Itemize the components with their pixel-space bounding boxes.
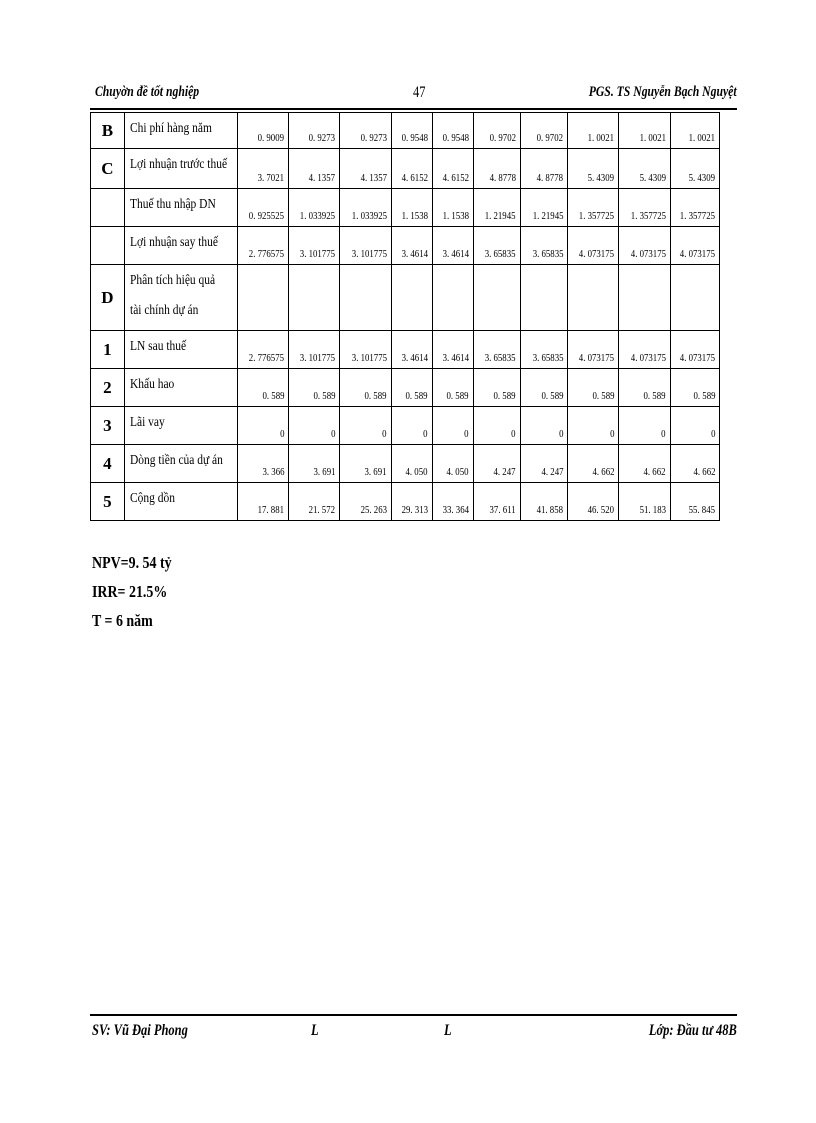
value-cell [432,483,473,521]
value-cell [289,407,340,445]
value-text: 4. 073175 [630,352,666,364]
row-description [124,113,237,149]
page-number: 47 [413,84,426,101]
row-label: C [91,149,125,189]
value-text: 0. 589 [364,390,387,402]
value-text: 4. 247 [541,466,564,478]
row-description-line: Thuế thu nhập DN [129,196,216,211]
value-text: 3. 7021 [257,172,285,184]
value-text: 4. 662 [643,466,666,478]
value-cell [473,369,520,407]
value-cell [520,149,567,189]
row-label: D [91,265,125,331]
value-text: 0. 589 [541,390,564,402]
row-description [124,149,237,189]
value-text: 0. 9548 [442,132,469,144]
value-cell [619,149,670,189]
value-text: 3. 691 [364,466,387,478]
row-label: 5 [91,483,125,521]
row-description-line: tài chính dự án [129,302,199,317]
value-text: 5. 4309 [688,172,715,184]
value-text: 4. 073175 [679,352,715,364]
page-header [95,84,737,108]
value-cell [568,113,619,149]
table-row [91,227,720,265]
row-label [91,227,125,265]
value-cell [340,189,391,227]
table-row [91,265,720,331]
row-label: 2 [91,369,125,407]
header-divider [90,108,737,110]
value-cell [619,227,670,265]
irr-result: IRR= 21.5% [92,582,168,601]
value-text: 2. 776575 [248,248,285,260]
value-text: 29. 313 [401,504,428,516]
row-description-line: Phân tích hiệu quả [129,272,215,287]
value-cell [391,331,432,369]
footer-mark-2: L [444,1022,452,1039]
table-row [91,483,720,521]
row-label: 1 [91,331,125,369]
results-block [92,548,189,635]
value-cell [520,369,567,407]
value-text: 2. 776575 [248,352,285,364]
row-label: B [91,113,125,149]
value-cell [520,113,567,149]
value-cell [619,483,670,521]
value-text: 1. 357725 [630,210,666,222]
value-cell [568,149,619,189]
value-cell [289,113,340,149]
value-cell [432,149,473,189]
value-cell [520,407,567,445]
value-text: 0. 9009 [257,132,285,144]
value-text: 3. 65835 [485,352,516,364]
npv-result: NPV=9. 54 tỷ [92,553,172,572]
value-cell [391,265,432,331]
value-text: 4. 247 [493,466,516,478]
value-text: 0. 589 [592,390,615,402]
row-description-line: Dòng tiền của dự án [129,452,223,467]
table-row [91,149,720,189]
value-text: 4. 050 [446,466,469,478]
value-cell [391,113,432,149]
value-text: 4. 073175 [579,352,615,364]
value-text: 41. 858 [536,504,564,516]
value-text: 0 [661,428,666,440]
value-text: 0 [511,428,516,440]
value-cell [619,331,670,369]
value-text: 0. 925525 [248,210,285,222]
value-cell [340,369,391,407]
row-description-line: Lợi nhuận say thuế [129,234,218,249]
value-text: 4. 073175 [679,248,715,260]
value-text: 1. 1538 [401,210,428,222]
value-text: 4. 6152 [401,172,428,184]
value-text: 3. 691 [313,466,336,478]
value-cell [619,265,670,331]
row-description [124,189,237,227]
value-cell [473,407,520,445]
value-cell [237,227,288,265]
value-text: 0. 589 [446,390,469,402]
value-text: 0. 9273 [360,132,387,144]
value-cell [432,445,473,483]
value-cell [670,189,719,227]
value-cell [473,265,520,331]
value-cell [340,445,391,483]
value-cell [520,189,567,227]
value-text: 3. 65835 [532,248,564,260]
value-cell [670,407,719,445]
value-cell [670,331,719,369]
row-description [124,445,237,483]
value-cell [289,189,340,227]
value-cell [568,331,619,369]
value-text: 1. 033925 [300,210,336,222]
value-cell [473,189,520,227]
value-text: 3. 4614 [401,352,428,364]
page-footer [92,1022,737,1046]
value-cell [432,331,473,369]
value-text: 17. 881 [257,504,285,516]
value-cell [473,227,520,265]
value-text: 0. 589 [262,390,285,402]
value-cell [340,483,391,521]
value-text: 0 [710,428,715,440]
value-cell [391,445,432,483]
value-text: 4. 1357 [360,172,387,184]
value-cell [289,149,340,189]
footer-student: SV: Vũ Đại Phong [92,1022,188,1039]
row-description-line: Khấu hao [129,376,175,391]
value-text: 4. 073175 [630,248,666,260]
value-cell [289,445,340,483]
value-cell [568,407,619,445]
value-cell [670,369,719,407]
value-text: 3. 101775 [300,352,336,364]
value-cell [432,227,473,265]
value-cell [670,265,719,331]
value-text: 4. 662 [693,466,715,478]
value-cell [237,189,288,227]
value-cell [340,331,391,369]
value-text: 1. 357725 [679,210,715,222]
value-text: 4. 050 [405,466,428,478]
value-text: 3. 366 [262,466,285,478]
value-text: 0 [609,428,615,440]
financial-table [90,112,720,521]
row-description-line: Lợi nhuận trước thuế [129,156,227,171]
row-description-line: Chi phí hàng năm [129,120,212,135]
value-cell [568,483,619,521]
row-description [124,369,237,407]
value-text: 4. 073175 [579,248,615,260]
table-row [91,189,720,227]
value-cell [237,407,288,445]
value-text: 4. 6152 [442,172,469,184]
value-cell [619,113,670,149]
value-cell [340,227,391,265]
value-cell [670,113,719,149]
footer-mark-1: L [311,1022,319,1039]
table-row [91,407,720,445]
value-cell [473,483,520,521]
value-cell [391,149,432,189]
value-text: 4. 8778 [489,172,516,184]
value-cell [289,483,340,521]
value-cell [340,113,391,149]
value-text: 37. 611 [489,504,516,516]
value-cell [340,407,391,445]
value-cell [619,189,670,227]
value-text: 0. 589 [405,390,428,402]
value-cell [237,483,288,521]
value-text: 3. 101775 [351,248,387,260]
value-text: 1. 21945 [485,210,516,222]
table-row [91,445,720,483]
value-cell [520,331,567,369]
value-text: 1. 21945 [532,210,564,222]
value-cell [289,331,340,369]
value-cell [520,483,567,521]
value-text: 0. 9702 [536,132,564,144]
value-cell [432,369,473,407]
value-cell [432,189,473,227]
header-author: PGS. TS Nguyễn Bạch Nguyệt [589,84,737,100]
financial-table-body [91,113,720,521]
value-text: 1. 0021 [688,132,715,144]
value-text: 4. 662 [592,466,615,478]
value-text: 46. 520 [587,504,615,516]
value-cell [391,407,432,445]
table-row [91,369,720,407]
value-cell [432,407,473,445]
value-text: 0. 589 [643,390,666,402]
value-text: 0. 9702 [489,132,516,144]
value-cell [432,113,473,149]
row-label: 3 [91,407,125,445]
value-text: 21. 572 [308,504,336,516]
value-text: 0. 589 [493,390,516,402]
payback-result: T = 6 năm [92,611,153,630]
value-cell [619,407,670,445]
value-text: 1. 1538 [442,210,469,222]
value-cell [340,149,391,189]
value-text: 4. 8778 [536,172,564,184]
row-description-line: Lãi vay [129,414,165,429]
row-label [91,189,125,227]
value-cell [289,227,340,265]
value-cell [432,265,473,331]
value-cell [237,265,288,331]
table-row [91,331,720,369]
value-cell [391,189,432,227]
value-text: 3. 101775 [351,352,387,364]
table-row [91,113,720,149]
row-description [124,407,237,445]
value-text: 5. 4309 [639,172,666,184]
value-cell [237,369,288,407]
value-text: 0. 9273 [308,132,336,144]
header-title: Chuyờn đề tốt nghiệp [95,84,200,100]
row-description-line: Cộng dồn [129,490,175,505]
value-cell [237,149,288,189]
value-text: 0 [464,428,469,440]
value-text: 3. 65835 [485,248,516,260]
value-text: 55. 845 [688,504,715,516]
value-cell [619,445,670,483]
row-description [124,331,237,369]
row-description-line: LN sau thuế [129,338,186,353]
value-text: 0. 589 [313,390,336,402]
value-cell [289,265,340,331]
value-cell [670,149,719,189]
value-cell [670,445,719,483]
value-cell [568,445,619,483]
value-text: 3. 4614 [442,352,469,364]
value-cell [670,227,719,265]
value-text: 3. 101775 [300,248,336,260]
value-cell [670,483,719,521]
value-cell [568,265,619,331]
value-text: 51. 183 [639,504,666,516]
value-cell [619,369,670,407]
value-cell [568,227,619,265]
row-description [124,483,237,521]
value-text: 0. 589 [693,390,715,402]
value-text: 0 [279,428,285,440]
footer-class: Lớp: Đầu tư 48B [648,1022,737,1039]
value-cell [520,445,567,483]
value-cell [473,149,520,189]
value-cell [340,265,391,331]
value-text: 5. 4309 [587,172,615,184]
value-text: 0 [558,428,564,440]
value-cell [568,189,619,227]
row-description [124,227,237,265]
value-text: 0. 9548 [401,132,428,144]
value-text: 1. 0021 [639,132,666,144]
value-cell [473,445,520,483]
value-cell [237,331,288,369]
value-cell [568,369,619,407]
value-cell [237,113,288,149]
value-text: 0 [423,428,428,440]
row-description [124,265,237,331]
value-text: 1. 357725 [579,210,615,222]
value-cell [520,265,567,331]
value-cell [237,445,288,483]
value-cell [391,483,432,521]
row-label: 4 [91,445,125,483]
value-text: 3. 4614 [442,248,469,260]
value-cell [391,369,432,407]
value-text: 4. 1357 [308,172,336,184]
value-cell [391,227,432,265]
value-text: 33. 364 [442,504,469,516]
value-text: 0 [330,428,336,440]
value-text: 1. 0021 [587,132,615,144]
footer-divider [90,1014,737,1016]
value-text: 0 [382,428,387,440]
value-cell [289,369,340,407]
value-cell [520,227,567,265]
value-cell [473,113,520,149]
value-cell [473,331,520,369]
value-text: 1. 033925 [351,210,387,222]
value-text: 25. 263 [360,504,387,516]
value-text: 3. 4614 [401,248,428,260]
value-text: 3. 65835 [532,352,564,364]
